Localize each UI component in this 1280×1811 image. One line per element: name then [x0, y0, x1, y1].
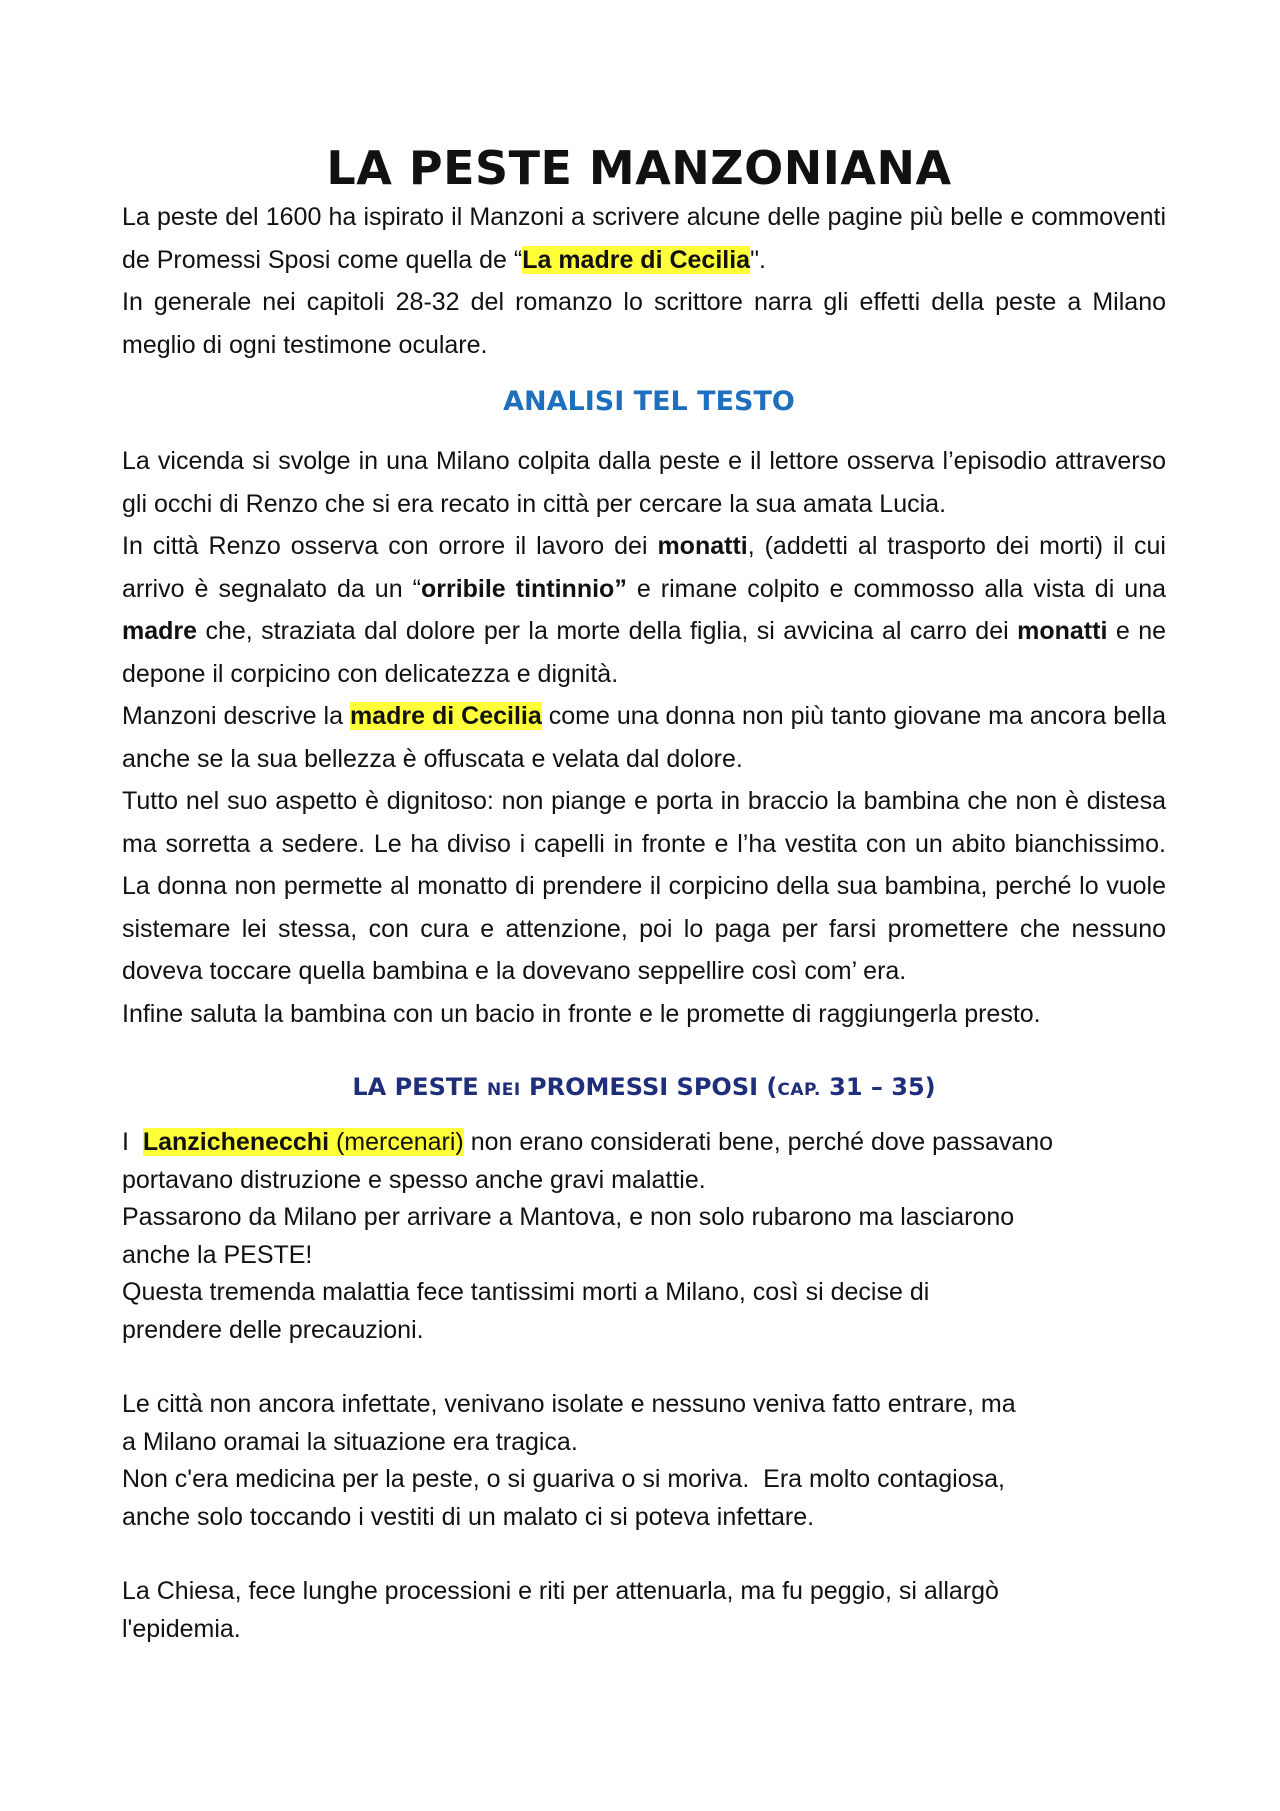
text-run: e ne depone il corpicino con delicatezza e dignità.	[122, 617, 1167, 688]
analisi-paragraph-1: La vicenda si svolge in una Milano colpita dalla peste e il lettore osserva l’episodio attraverso gli occhi di Renzo che si era recato in città per cercare la sua amata Lucia.	[122, 447, 1166, 518]
section-heading-analisi: ANALISI TEL TESTO	[503, 386, 795, 417]
highlighted-title: La madre di Cecilia	[522, 245, 751, 274]
bold-term-lanzichenecchi: Lanzichenecchi	[142, 1128, 330, 1156]
section-heading-peste	[122, 1069, 1166, 1108]
text-run: Passarono da Milano per arrivare a Mantova, e non solo rubarono ma lasciarono	[122, 1203, 1015, 1231]
bold-term-tintinnio: orribile tintinnio”	[420, 574, 627, 603]
heading-run: LA PESTE	[352, 1073, 487, 1101]
peste-paragraph-1	[122, 1124, 1166, 1199]
heading-smallcaps: NEI	[486, 1080, 521, 1100]
heading-smallcaps: CAP.	[777, 1080, 821, 1100]
text-run: I	[122, 1128, 143, 1156]
text-run: , (addetti al trasporto dei morti) il cui arrivo è segnalato da un “	[122, 532, 1166, 603]
intro-paragraph-2: In generale nei capitoli 28-32 del romanzo lo scrittore narra gli effetti della peste a Milano meglio di ogni testimone oculare.	[122, 288, 1166, 359]
text-run: prendere delle precauzioni.	[122, 1315, 424, 1344]
intro-paragraph-1	[122, 196, 1166, 281]
bold-term-monatti: monatti	[657, 532, 748, 560]
heading-run: 31 – 35)	[820, 1073, 936, 1101]
paragraph-gap	[122, 1349, 1166, 1386]
text-run: non erano considerati bene, perché dove passavano	[463, 1128, 1054, 1156]
analisi-paragraph-3	[122, 695, 1166, 780]
peste-paragraph-5	[122, 1461, 1166, 1536]
bold-term-monatti-2: monatti	[1017, 617, 1108, 645]
paragraph-gap	[122, 1536, 1166, 1573]
text-run: In città Renzo osserva con orrore il lavoro dei	[122, 532, 658, 560]
text-run: Non c'era medicina per la peste, o si guariva o si moriva. Era molto contagiosa,	[122, 1465, 1005, 1493]
intro-text: La peste del 1600 ha ispirato il Manzoni a scrivere alcune delle pagine più belle e commoventi de Promessi Sposi come quella de “	[122, 203, 1166, 274]
text-run: come una donna non più tanto giovane ma ancora bella anche se la sua bellezza è offuscata e velata dal dolore.	[122, 702, 1167, 773]
mercenari-note: (mercenari)	[329, 1128, 464, 1156]
text-run: anche la PESTE!	[122, 1240, 313, 1269]
text-run: Questa tremenda malattia fece tantissimi morti a Milano, così si decise di	[122, 1278, 930, 1306]
analisi-paragraph-5: Infine saluta la bambina con un bacio in fronte e le promette di raggiungerla presto.	[122, 999, 1041, 1028]
analisi-paragraph-2	[122, 525, 1166, 695]
heading-run: PROMESSI SPOSI (	[520, 1073, 778, 1101]
text-run: a Milano oramai la situazione era tragica.	[122, 1427, 578, 1456]
text-run: Manzoni descrive la	[122, 702, 350, 730]
highlighted-madre-di-cecilia: madre di Cecilia	[349, 702, 542, 730]
text-run: che, straziata dal dolore per la morte della figlia, si avvicina al carro dei	[197, 617, 1018, 645]
peste-paragraph-2	[122, 1199, 1166, 1274]
peste-paragraph-4	[122, 1386, 1166, 1461]
analisi-paragraph-4: Tutto nel suo aspetto è dignitoso: non piange e porta in braccio la bambina che non è distesa ma sorretta a sedere. Le ha diviso i capelli in fronte e l’ha vestita con un abito bianchissimo. La donna non permette al monatto di prendere il corpicino della sua bambina, perché lo vuole sistemare lei stessa, con cura e attenzione, poi lo paga per farsi promettere che nessuno doveva toccare quella bambina e la dovevano seppellire così com’ era.	[122, 787, 1166, 985]
text-run: portavano distruzione e spesso anche gravi malattie.	[122, 1165, 706, 1194]
highlighted-lanzichenecchi	[143, 1128, 464, 1156]
text-run: Le città non ancora infettate, venivano isolate e nessuno veniva fatto entrare, ma	[122, 1390, 1016, 1418]
text-run: anche solo toccando i vestiti di un malato ci si poteva infettare.	[122, 1502, 815, 1531]
peste-paragraph-6	[122, 1573, 1166, 1648]
intro-text-end: ".	[750, 245, 766, 274]
text-run: La Chiesa, fece lunghe processioni e riti per attenuarla, ma fu peggio, si allargò	[122, 1577, 999, 1605]
peste-paragraph-3	[122, 1274, 1166, 1349]
document-title: LA PESTE MANZONIANA	[326, 141, 952, 195]
document-page	[122, 140, 1166, 1648]
text-run: e rimane colpito e commosso alla vista di una	[626, 574, 1166, 603]
bold-term-madre: madre	[122, 617, 198, 645]
text-run: l'epidemia.	[122, 1614, 241, 1643]
